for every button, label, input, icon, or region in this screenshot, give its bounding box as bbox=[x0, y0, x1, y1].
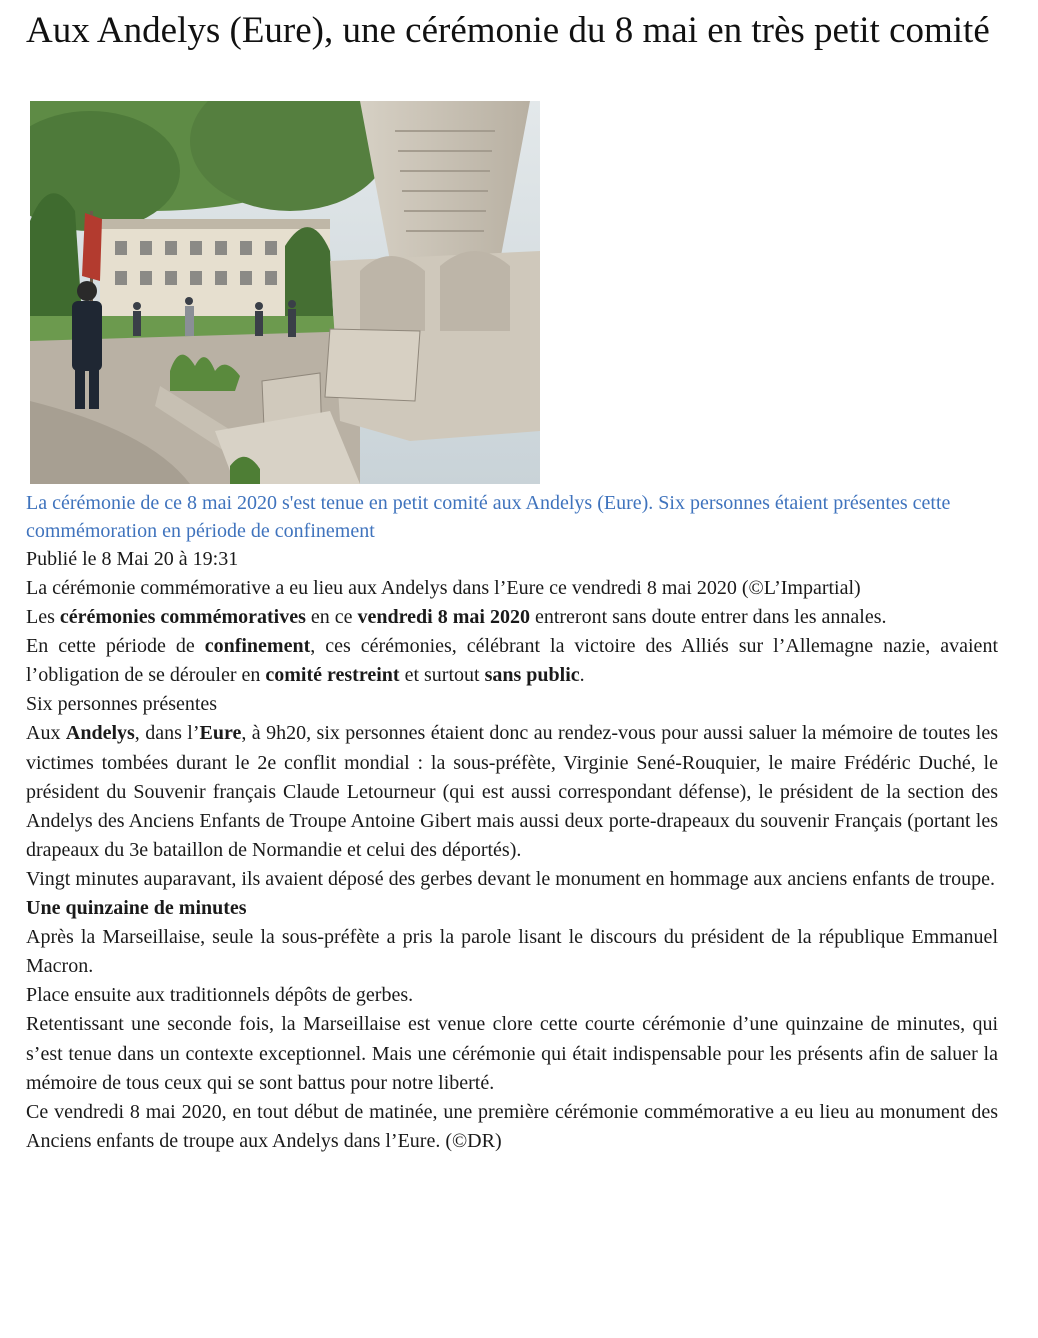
subheading: Six personnes présentes bbox=[26, 693, 218, 716]
photo-caption: La cérémonie de ce 8 mai 2020 s'est tenue en petit comité aux Andelys (Eure). Six personnes étaient présentes cette commémoration en période de confinement bbox=[26, 492, 951, 542]
paragraph: Après la Marseillaise, seule la sous-préfète a pris la parole lisant le discours du président de la république Emmanuel Macron. bbox=[26, 926, 998, 978]
paragraph: Ce vendredi 8 mai 2020, en tout début de matinée, une première cérémonie commémorative a eu lieu au monument des Anciens enfants de troupe aux Andelys dans l’Eure. (©DR) bbox=[26, 1100, 998, 1152]
publication-date: Publié le 8 Mai 20 à 19:31 bbox=[26, 548, 239, 570]
photo-credit-paragraph: La cérémonie commémorative a eu lieu aux Andelys dans l’Eure ce vendredi 8 mai 2020 (©L’Impartial) bbox=[26, 577, 861, 599]
paragraph: Retentissant une seconde fois, la Marseillaise est venue clore cette courte cérémonie d’une quinzaine de minutes, qui s’est tenue dans un contexte exceptionnel. Mais une cérémonie qui était indispensable pour les présents afin de saluer la mémoire de tous ceux qui se sont battus pour notre liberté. bbox=[26, 1013, 998, 1094]
paragraph: Place ensuite aux traditionnels dépôts de gerbes. bbox=[26, 984, 414, 1007]
article-title: Aux Andelys (Eure), une cérémonie du 8 mai en très petit comité bbox=[26, 10, 990, 51]
article-body bbox=[26, 574, 998, 1156]
paragraph: En cette période de confinement, ces cérémonies, célébrant la victoire des Alliés sur l’Allemagne nazie, avaient l’obligation de se dérouler en comité restreint et surtout sans public. bbox=[26, 635, 998, 687]
subheading: Une quinzaine de minutes bbox=[26, 897, 247, 920]
paragraph: Aux Andelys, dans l’Eure, à 9h20, six personnes étaient donc au rendez-vous pour aussi saluer la mémoire de toutes les victimes tombées durant le 2e conflit mondial : la sous-préfète, Virginie Sené-Rouquier, le maire Frédéric Duché, le président du Souvenir français Claude Letourneur (qui est aussi correspondant défense), le président de la section des Andelys des Anciens Enfants de Troupe Antoine Gibert mais aussi deux porte-drapeaux du souvenir Français (portant les drapeaux du 3e bataillon de Normandie et celui des déportés). bbox=[26, 722, 998, 861]
paragraph: Vingt minutes auparavant, ils avaient déposé des gerbes devant le monument en hommage aux anciens enfants de troupe. bbox=[26, 867, 996, 890]
paragraph: Les cérémonies commémoratives en ce vendredi 8 mai 2020 entreront sans doute entrer dans les annales. bbox=[26, 606, 887, 629]
article-photo bbox=[30, 101, 540, 484]
